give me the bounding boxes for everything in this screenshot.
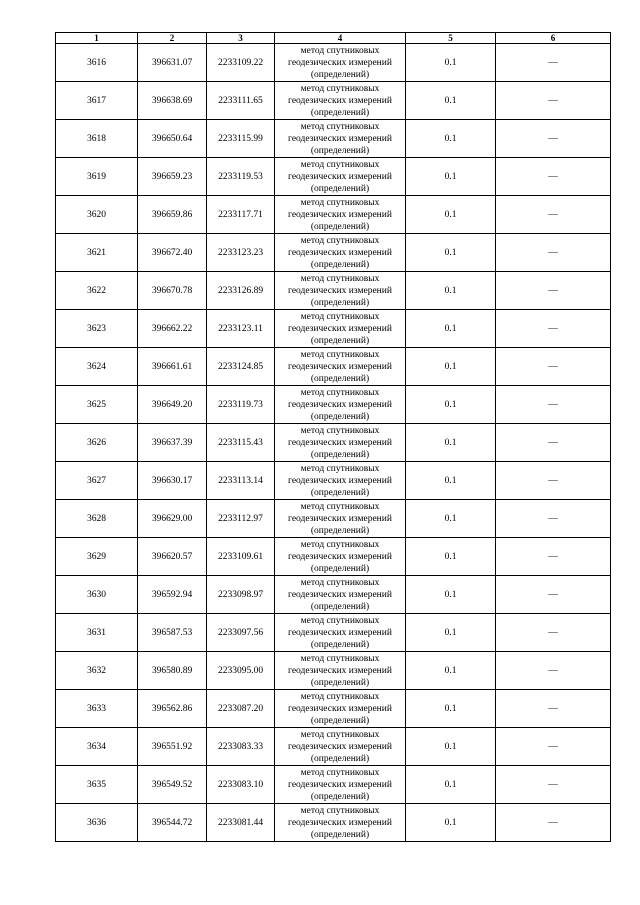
column-header: 3: [207, 33, 275, 44]
method-cell: [275, 728, 406, 766]
accuracy-cell: 0.1: [406, 386, 496, 424]
table-body: [56, 44, 611, 842]
x-coordinate-cell: 396630.17: [138, 462, 207, 500]
y-coordinate-cell: 2233113.14: [207, 462, 275, 500]
method-cell: [275, 500, 406, 538]
method-text-line: геодезических измерений: [288, 475, 392, 486]
point-number-cell: 3632: [56, 652, 138, 690]
y-coordinate-cell: 2233098.97: [207, 576, 275, 614]
method-text-line: геодезических измерений: [288, 57, 392, 68]
description-cell: —: [496, 234, 611, 272]
accuracy-cell: 0.1: [406, 690, 496, 728]
point-number-cell: 3625: [56, 386, 138, 424]
point-number-cell: 3628: [56, 500, 138, 538]
description-cell: —: [496, 652, 611, 690]
x-coordinate-cell: 396562.86: [138, 690, 207, 728]
point-number-cell: 3620: [56, 196, 138, 234]
method-text-line: метод спутниковых: [300, 805, 380, 816]
description-cell: —: [496, 728, 611, 766]
description-cell: —: [496, 120, 611, 158]
description-cell: —: [496, 158, 611, 196]
x-coordinate-cell: 396650.64: [138, 120, 207, 158]
method-text-line: метод спутниковых: [300, 501, 380, 512]
table-row: [56, 538, 611, 576]
accuracy-cell: 0.1: [406, 424, 496, 462]
method-text-line: метод спутниковых: [300, 45, 380, 56]
point-number-cell: 3623: [56, 310, 138, 348]
method-text-line: геодезических измерений: [288, 247, 392, 258]
method-text-line: метод спутниковых: [300, 121, 380, 132]
point-number-cell: 3617: [56, 82, 138, 120]
x-coordinate-cell: 396659.23: [138, 158, 207, 196]
accuracy-cell: 0.1: [406, 272, 496, 310]
accuracy-cell: 0.1: [406, 538, 496, 576]
method-cell: [275, 804, 406, 842]
point-number-cell: 3622: [56, 272, 138, 310]
method-text-line: (определений): [310, 297, 370, 308]
method-text-line: (определений): [310, 525, 370, 536]
y-coordinate-cell: 2233117.71: [207, 196, 275, 234]
accuracy-cell: 0.1: [406, 614, 496, 652]
column-header: 2: [138, 33, 207, 44]
y-coordinate-cell: 2233109.22: [207, 44, 275, 82]
y-coordinate-cell: 2233124.85: [207, 348, 275, 386]
method-text-line: геодезических измерений: [288, 703, 392, 714]
method-text-line: метод спутниковых: [300, 729, 380, 740]
method-text-line: (определений): [310, 639, 370, 650]
table-row: [56, 766, 611, 804]
table-row: [56, 576, 611, 614]
y-coordinate-cell: 2233115.43: [207, 424, 275, 462]
method-text-line: (определений): [310, 69, 370, 80]
column-header: 5: [406, 33, 496, 44]
accuracy-cell: 0.1: [406, 652, 496, 690]
y-coordinate-cell: 2233112.97: [207, 500, 275, 538]
accuracy-cell: 0.1: [406, 766, 496, 804]
y-coordinate-cell: 2233083.10: [207, 766, 275, 804]
method-text-line: (определений): [310, 259, 370, 270]
method-text-line: (определений): [310, 487, 370, 498]
method-text-line: (определений): [310, 107, 370, 118]
description-cell: —: [496, 576, 611, 614]
accuracy-cell: 0.1: [406, 158, 496, 196]
method-text-line: (определений): [310, 829, 370, 840]
method-text-line: (определений): [310, 411, 370, 422]
method-text-line: метод спутниковых: [300, 387, 380, 398]
method-text-line: метод спутниковых: [300, 425, 380, 436]
description-cell: —: [496, 348, 611, 386]
accuracy-cell: 0.1: [406, 120, 496, 158]
description-cell: —: [496, 386, 611, 424]
y-coordinate-cell: 2233119.73: [207, 386, 275, 424]
method-text-line: (определений): [310, 145, 370, 156]
description-cell: —: [496, 690, 611, 728]
method-text-line: (определений): [310, 791, 370, 802]
description-cell: —: [496, 804, 611, 842]
method-text-line: геодезических измерений: [288, 513, 392, 524]
table-header-row: [56, 33, 611, 44]
accuracy-cell: 0.1: [406, 44, 496, 82]
method-text-line: геодезических измерений: [288, 133, 392, 144]
method-text-line: (определений): [310, 183, 370, 194]
description-cell: —: [496, 310, 611, 348]
x-coordinate-cell: 396631.07: [138, 44, 207, 82]
table-row: [56, 386, 611, 424]
method-cell: [275, 82, 406, 120]
method-text-line: метод спутниковых: [300, 349, 380, 360]
y-coordinate-cell: 2233087.20: [207, 690, 275, 728]
x-coordinate-cell: 396587.53: [138, 614, 207, 652]
column-header: 4: [275, 33, 406, 44]
y-coordinate-cell: 2233095.00: [207, 652, 275, 690]
point-number-cell: 3627: [56, 462, 138, 500]
point-number-cell: 3621: [56, 234, 138, 272]
method-text-line: геодезических измерений: [288, 817, 392, 828]
x-coordinate-cell: 396649.20: [138, 386, 207, 424]
y-coordinate-cell: 2233126.89: [207, 272, 275, 310]
method-cell: [275, 652, 406, 690]
table-row: [56, 500, 611, 538]
coordinates-table: [55, 32, 611, 842]
accuracy-cell: 0.1: [406, 804, 496, 842]
accuracy-cell: 0.1: [406, 234, 496, 272]
y-coordinate-cell: 2233109.61: [207, 538, 275, 576]
column-header: 6: [496, 33, 611, 44]
table-row: [56, 120, 611, 158]
method-text-line: метод спутниковых: [300, 653, 380, 664]
y-coordinate-cell: 2233083.33: [207, 728, 275, 766]
x-coordinate-cell: 396580.89: [138, 652, 207, 690]
method-text-line: (определений): [310, 753, 370, 764]
method-text-line: (определений): [310, 563, 370, 574]
y-coordinate-cell: 2233111.65: [207, 82, 275, 120]
x-coordinate-cell: 396659.86: [138, 196, 207, 234]
method-cell: [275, 424, 406, 462]
x-coordinate-cell: 396661.61: [138, 348, 207, 386]
method-cell: [275, 614, 406, 652]
method-text-line: геодезических измерений: [288, 399, 392, 410]
y-coordinate-cell: 2233115.99: [207, 120, 275, 158]
table-row: [56, 614, 611, 652]
x-coordinate-cell: 396549.52: [138, 766, 207, 804]
point-number-cell: 3634: [56, 728, 138, 766]
method-text-line: (определений): [310, 335, 370, 346]
method-cell: [275, 386, 406, 424]
x-coordinate-cell: 396637.39: [138, 424, 207, 462]
point-number-cell: 3626: [56, 424, 138, 462]
point-number-cell: 3624: [56, 348, 138, 386]
table-row: [56, 424, 611, 462]
accuracy-cell: 0.1: [406, 82, 496, 120]
method-text-line: геодезических измерений: [288, 171, 392, 182]
method-cell: [275, 196, 406, 234]
method-text-line: метод спутниковых: [300, 577, 380, 588]
table-row: [56, 652, 611, 690]
accuracy-cell: 0.1: [406, 500, 496, 538]
table-row: [56, 158, 611, 196]
y-coordinate-cell: 2233123.23: [207, 234, 275, 272]
method-text-line: геодезических измерений: [288, 323, 392, 334]
description-cell: —: [496, 500, 611, 538]
method-text-line: метод спутниковых: [300, 273, 380, 284]
point-number-cell: 3635: [56, 766, 138, 804]
y-coordinate-cell: 2233097.56: [207, 614, 275, 652]
description-cell: —: [496, 462, 611, 500]
x-coordinate-cell: 396638.69: [138, 82, 207, 120]
point-number-cell: 3616: [56, 44, 138, 82]
table-row: [56, 348, 611, 386]
method-text-line: метод спутниковых: [300, 615, 380, 626]
point-number-cell: 3636: [56, 804, 138, 842]
x-coordinate-cell: 396662.22: [138, 310, 207, 348]
table-row: [56, 728, 611, 766]
point-number-cell: 3631: [56, 614, 138, 652]
method-text-line: метод спутниковых: [300, 83, 380, 94]
method-text-line: метод спутниковых: [300, 539, 380, 550]
method-cell: [275, 310, 406, 348]
table-row: [56, 690, 611, 728]
y-coordinate-cell: 2233119.53: [207, 158, 275, 196]
x-coordinate-cell: 396544.72: [138, 804, 207, 842]
method-text-line: метод спутниковых: [300, 235, 380, 246]
method-text-line: геодезических измерений: [288, 209, 392, 220]
column-header: 1: [56, 33, 138, 44]
method-text-line: (определений): [310, 221, 370, 232]
x-coordinate-cell: 396670.78: [138, 272, 207, 310]
accuracy-cell: 0.1: [406, 462, 496, 500]
method-text-line: геодезических измерений: [288, 779, 392, 790]
table-row: [56, 196, 611, 234]
description-cell: —: [496, 196, 611, 234]
point-number-cell: 3630: [56, 576, 138, 614]
method-text-line: геодезических измерений: [288, 361, 392, 372]
description-cell: —: [496, 44, 611, 82]
x-coordinate-cell: 396620.57: [138, 538, 207, 576]
method-cell: [275, 462, 406, 500]
accuracy-cell: 0.1: [406, 196, 496, 234]
method-text-line: метод спутниковых: [300, 311, 380, 322]
accuracy-cell: 0.1: [406, 728, 496, 766]
description-cell: —: [496, 82, 611, 120]
point-number-cell: 3629: [56, 538, 138, 576]
y-coordinate-cell: 2233123.11: [207, 310, 275, 348]
table-row: [56, 44, 611, 82]
table-row: [56, 804, 611, 842]
accuracy-cell: 0.1: [406, 310, 496, 348]
y-coordinate-cell: 2233081.44: [207, 804, 275, 842]
method-text-line: геодезических измерений: [288, 627, 392, 638]
method-cell: [275, 120, 406, 158]
method-text-line: геодезических измерений: [288, 741, 392, 752]
x-coordinate-cell: 396672.40: [138, 234, 207, 272]
method-cell: [275, 234, 406, 272]
x-coordinate-cell: 396551.92: [138, 728, 207, 766]
method-text-line: геодезических измерений: [288, 95, 392, 106]
table-row: [56, 310, 611, 348]
method-cell: [275, 44, 406, 82]
table-row: [56, 82, 611, 120]
accuracy-cell: 0.1: [406, 348, 496, 386]
method-text-line: метод спутниковых: [300, 159, 380, 170]
method-text-line: геодезических измерений: [288, 285, 392, 296]
method-text-line: метод спутниковых: [300, 691, 380, 702]
table-row: [56, 272, 611, 310]
method-text-line: геодезических измерений: [288, 551, 392, 562]
table-row: [56, 234, 611, 272]
description-cell: —: [496, 424, 611, 462]
method-cell: [275, 538, 406, 576]
description-cell: —: [496, 538, 611, 576]
method-cell: [275, 158, 406, 196]
accuracy-cell: 0.1: [406, 576, 496, 614]
method-text-line: метод спутниковых: [300, 197, 380, 208]
method-text-line: (определений): [310, 677, 370, 688]
method-cell: [275, 766, 406, 804]
point-number-cell: 3618: [56, 120, 138, 158]
method-text-line: геодезических измерений: [288, 665, 392, 676]
method-cell: [275, 348, 406, 386]
method-text-line: (определений): [310, 601, 370, 612]
point-number-cell: 3633: [56, 690, 138, 728]
method-cell: [275, 690, 406, 728]
x-coordinate-cell: 396629.00: [138, 500, 207, 538]
method-text-line: геодезических измерений: [288, 437, 392, 448]
method-text-line: геодезических измерений: [288, 589, 392, 600]
method-text-line: (определений): [310, 373, 370, 384]
method-cell: [275, 272, 406, 310]
method-text-line: (определений): [310, 715, 370, 726]
table-row: [56, 462, 611, 500]
x-coordinate-cell: 396592.94: [138, 576, 207, 614]
description-cell: —: [496, 614, 611, 652]
description-cell: —: [496, 766, 611, 804]
method-cell: [275, 576, 406, 614]
method-text-line: метод спутниковых: [300, 767, 380, 778]
point-number-cell: 3619: [56, 158, 138, 196]
method-text-line: метод спутниковых: [300, 463, 380, 474]
description-cell: —: [496, 272, 611, 310]
method-text-line: (определений): [310, 449, 370, 460]
